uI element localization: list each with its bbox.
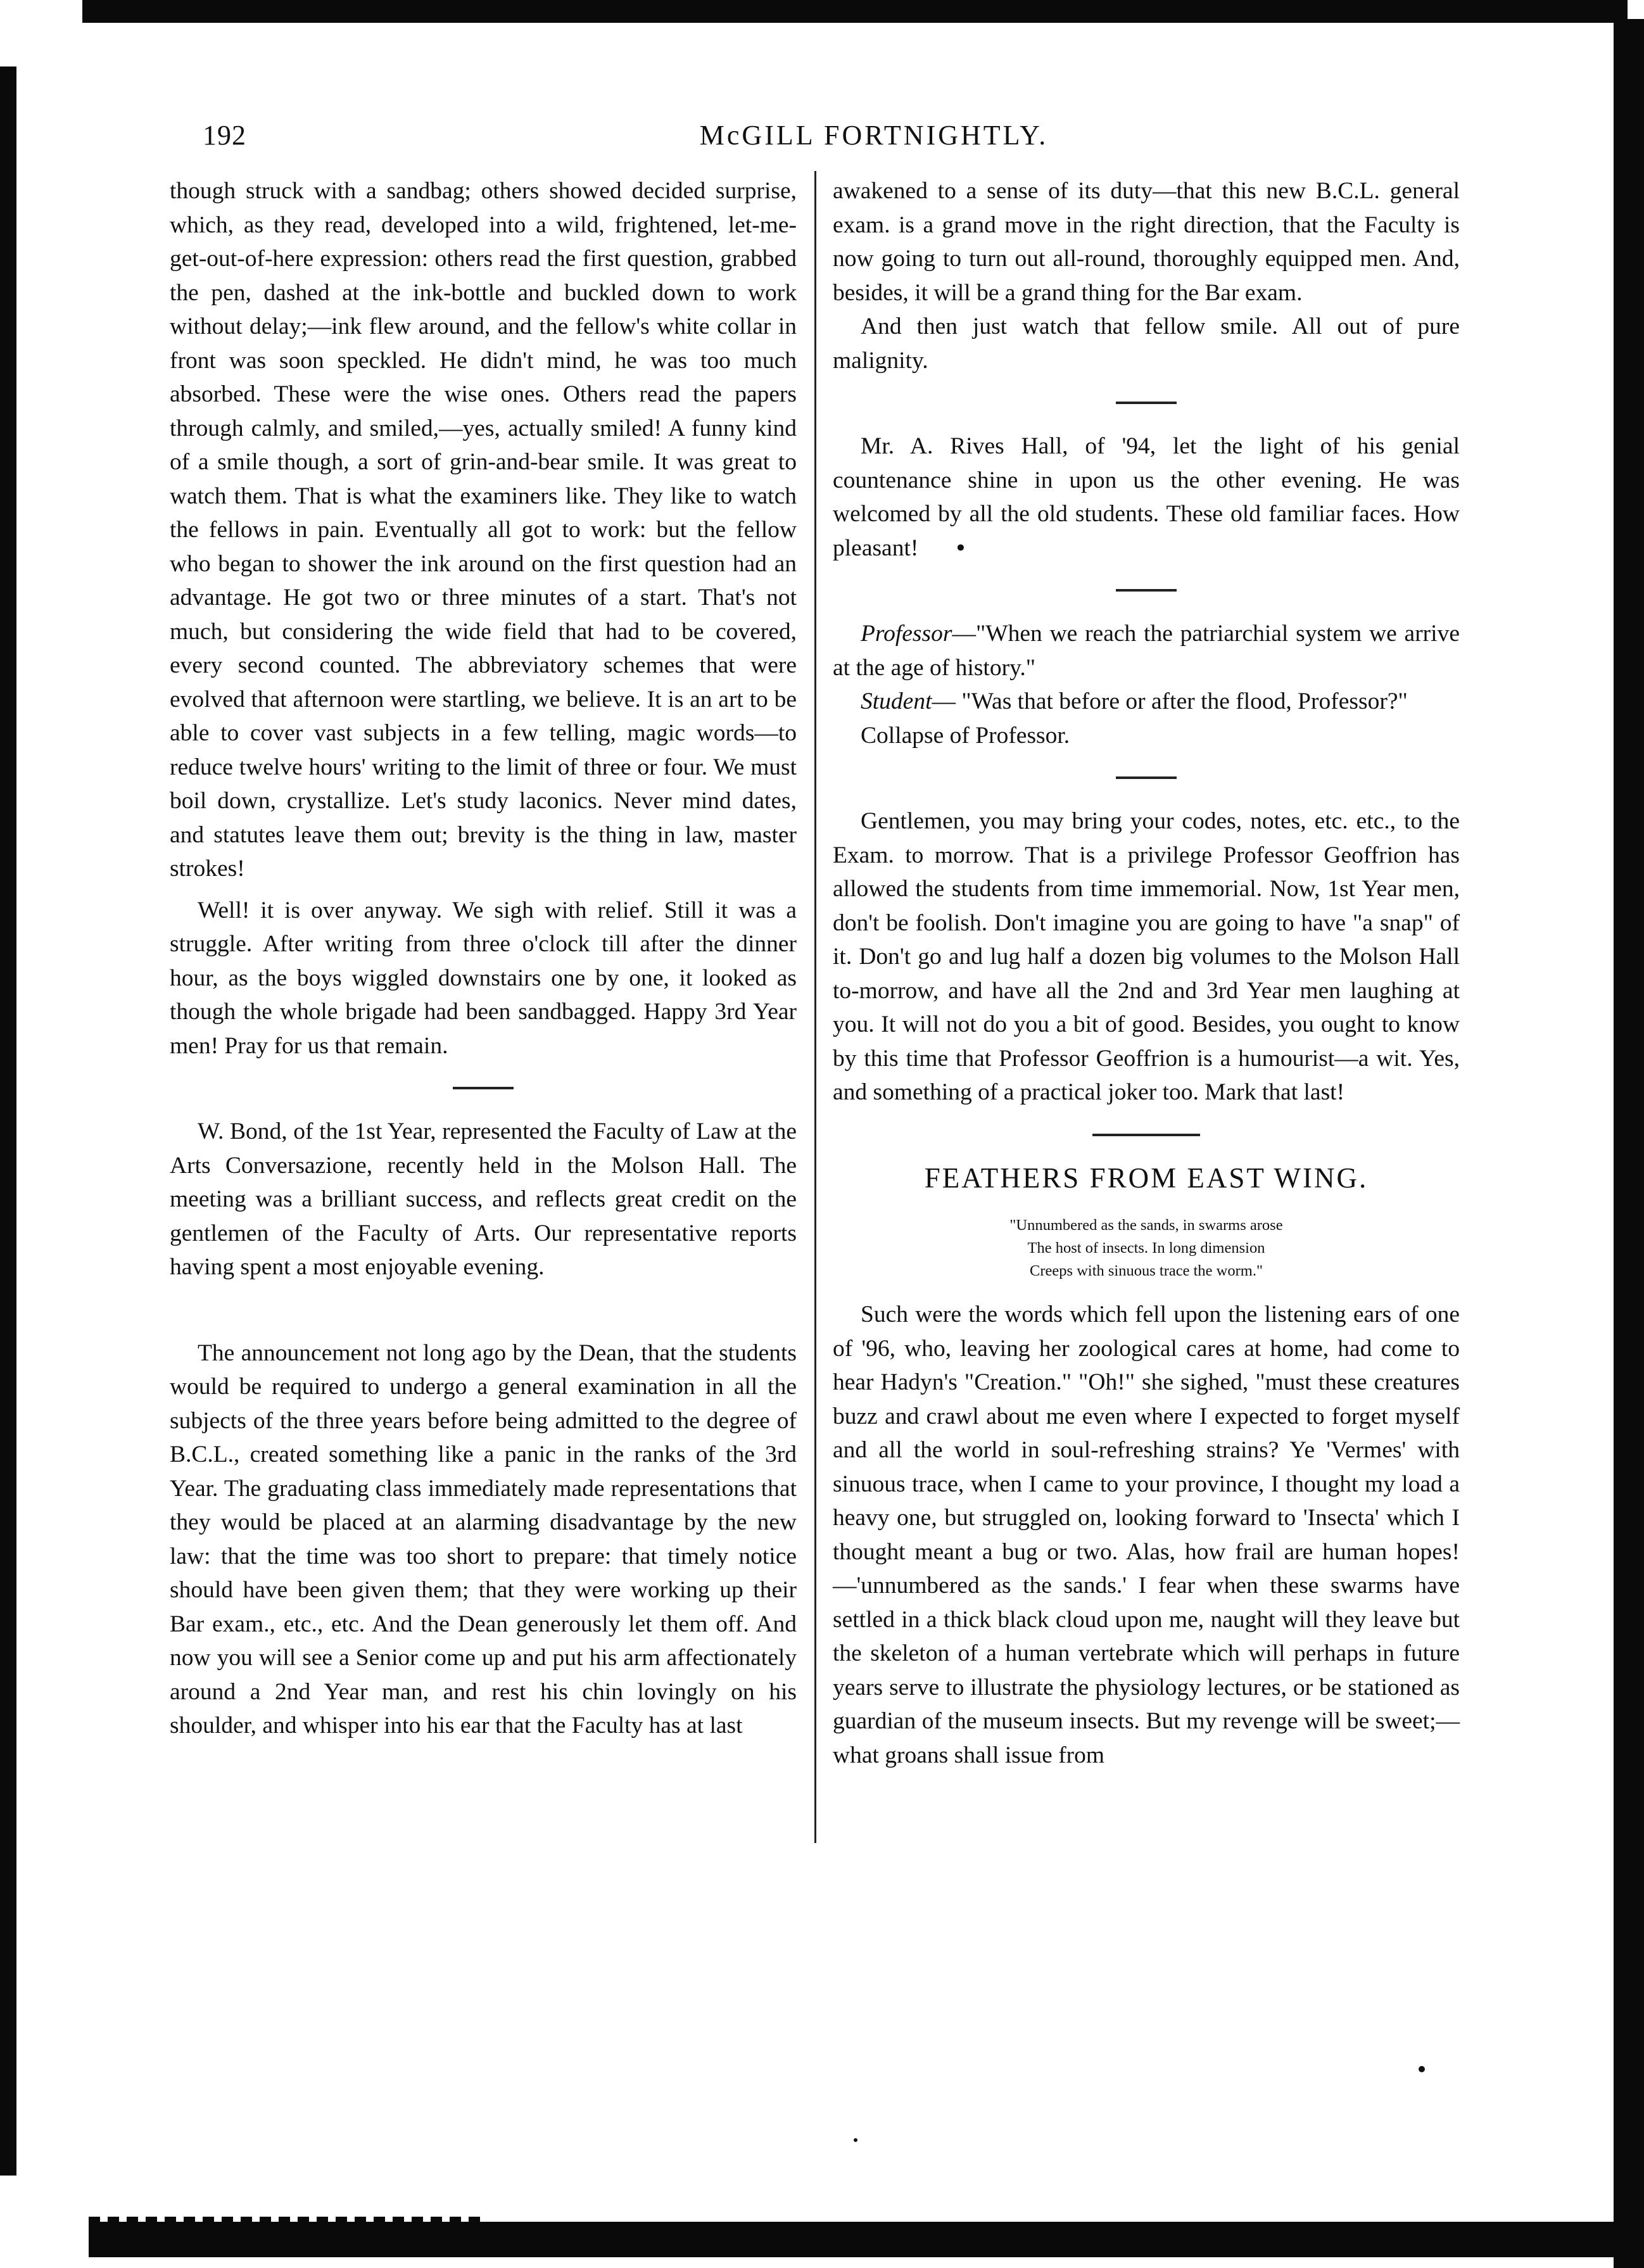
paragraph: W. Bond, of the 1st Year, represented the Faculty of Law at the Arts Conversazione, recently held in the Molson Hall. The meeting was a brilliant success, and reflects great credit on the gentlemen of the Faculty of Arts. Our representative reports having spent a most enjoyable evening. [170, 1118, 797, 1280]
bullet-mark: • [956, 535, 965, 561]
dialogue-professor [833, 617, 1460, 685]
section-separator [1092, 1134, 1200, 1136]
paragraph: Gentlemen, you may bring your codes, notes, etc. etc., to the Exam. to morrow. That is a privilege Professor Geoffrion has allowed the students from time immemorial. Now, 1st Year men, don't be foolish. Don't imagine you are going to have "a snap" of it. Don't go and lug half a dozen big volumes to the Molson Hall to-morrow, and have all the 2nd and 3rd Year men laughing at you. It will not do you a bit of good. Besides, you ought to know by this time that Professor Geoffrion is a humourist—a wit. Yes, and something of a practical joker too. Mark that last! [833, 808, 1460, 1105]
epigraph [833, 1214, 1460, 1283]
running-title: McGILL FORTNIGHTLY. [699, 120, 1049, 151]
epigraph-line: "Unnumbered as the sands, in swarms arose [1009, 1217, 1283, 1234]
section-separator [1116, 589, 1177, 592]
paragraph: though struck with a sandbag; others showed decided surprise, which, as they read, developed into a wild, frightened, let-me-get-out-of-here expression: others read the first question, grabbed the pen, dashed at the ink-bottle and buckled down to work without delay;—ink flew around, and the fellow's white collar in front was soon speckled. He didn't mind, he was too much absorbed. These were the wise ones. Others read the papers through calmly, and smiled,—yes, actually smiled! A funny kind of a smile though, a sort of grin-and-bear smile. It was great to watch them. That is what the examiners like. They like to watch the fellows in pain. Eventually all got to work: but the fellow who began to shower the ink around on the first question had an advantage. He got two or three minutes of a start. That's not much, but considering the wide field that had to be covered, every second counted. The abbreviatory schemes that were evolved that afternoon were startling, we believe. It is an art to be able to cover vast subjects in a few telling, magic words—to reduce twelve hours' writing to the limit of three or four. We must boil down, crystallize. Let's study laconics. Never mind dates, and statutes leave them out; brevity is the thing in law, master strokes! [170, 178, 797, 882]
dialogue-outcome: Collapse of Professor. [861, 722, 1070, 749]
paragraph: And then just watch that fellow smile. All out of pure malignity. [833, 314, 1460, 374]
speck-mark [1419, 2066, 1425, 2072]
section-separator [1116, 402, 1177, 404]
paragraph [833, 429, 1460, 565]
section-spacer [453, 1308, 514, 1311]
speaker-label: Student [861, 688, 932, 714]
paragraph: The announcement not long ago by the Dean, that the students would be required to undergo a general examination in all the subjects of the three years before being admitted to the degree of B.C.L., created something like a panic in the ranks of the 3rd Year. The graduating class immediately made representations that they would be placed at an alarming disadvantage by the new law: that the time was too short to prepare: that timely notice should have been given them; that they were working up their Bar exam., etc., etc. And the Dean generously let them off. And now you will see a Senior come up and put his arm affectionately around a 2nd Year man, and rest his chin lovingly on his shoulder, and whisper into his ear that the Faculty has at last [170, 1340, 797, 1739]
dialogue-line: —"When we reach the patriarchial system we arrive at the age of history." [833, 621, 1460, 681]
dialogue-student [833, 685, 1460, 719]
epigraph-line: The host of insects. In long dimension [1027, 1239, 1265, 1257]
paragraph: awakened to a sense of its duty—that this new B.C.L. general exam. is a grand move in the right direction, that the Faculty is now going to turn out all-round, thoroughly equipped men. And, besides, it will be a grand thing for the Bar exam. [833, 178, 1460, 306]
paragraph: Well! it is over anyway. We sigh with relief. Still it was a struggle. After writing from three o'clock till after the dinner hour, as the boys wiggled downstairs one by one, it looked as though the whole brigade had been sandbagged. Happy 3rd Year men! Pray for us that remain. [170, 897, 797, 1059]
paragraph-text: Mr. A. Rives Hall, of '94, let the light of his genial countenance shine in upon us the other evening. He was welcomed by all the old students. These old familiar faces. How pleasant! [833, 433, 1460, 561]
column-divider [814, 171, 816, 1843]
speaker-label: Professor [861, 621, 952, 647]
page-number: 192 [203, 120, 246, 151]
scan-border-right [1614, 19, 1644, 2268]
speck-mark [854, 2138, 857, 2142]
page-header [203, 119, 1545, 157]
scan-border-left [0, 67, 16, 2176]
right-column [833, 174, 1460, 1772]
section-title: FEATHERS FROM EAST WING. [924, 1162, 1369, 1194]
section-separator [453, 1087, 514, 1089]
epigraph-line: Creeps with sinuous trace the worm." [1030, 1262, 1263, 1279]
left-column [170, 174, 797, 1743]
paragraph: Such were the words which fell upon the listening ears of one of '96, who, leaving her zoological cares at home, had come to hear Hadyn's "Creation." "Oh!" she sighed, "must these creatures buzz and crawl about me even where I expected to forget myself and all the world in soul-refreshing strains? Ye 'Vermes' with sinuous trace, when I came to your province, I thought my load a heavy one, but struggled on, looking forward to 'Insecta' which I thought meant a bug or two. Alas, how frail are human hopes!—'unnumbered as the sands.' I fear when these swarms have settled in a thick black cloud upon me, naught will they leave but the skeleton of a human vertebrate which will perhaps in future years serve to illustrate the physiology lectures, or be stationed as guardian of the museum insects. But my revenge will be sweet;—what groans shall issue from [833, 1302, 1460, 1768]
dialogue-line: — "Was that before or after the flood, Professor?" [932, 688, 1408, 714]
section-separator [1116, 776, 1177, 779]
scan-border-top [82, 0, 1628, 23]
scan-border-bottom [89, 2222, 1615, 2257]
